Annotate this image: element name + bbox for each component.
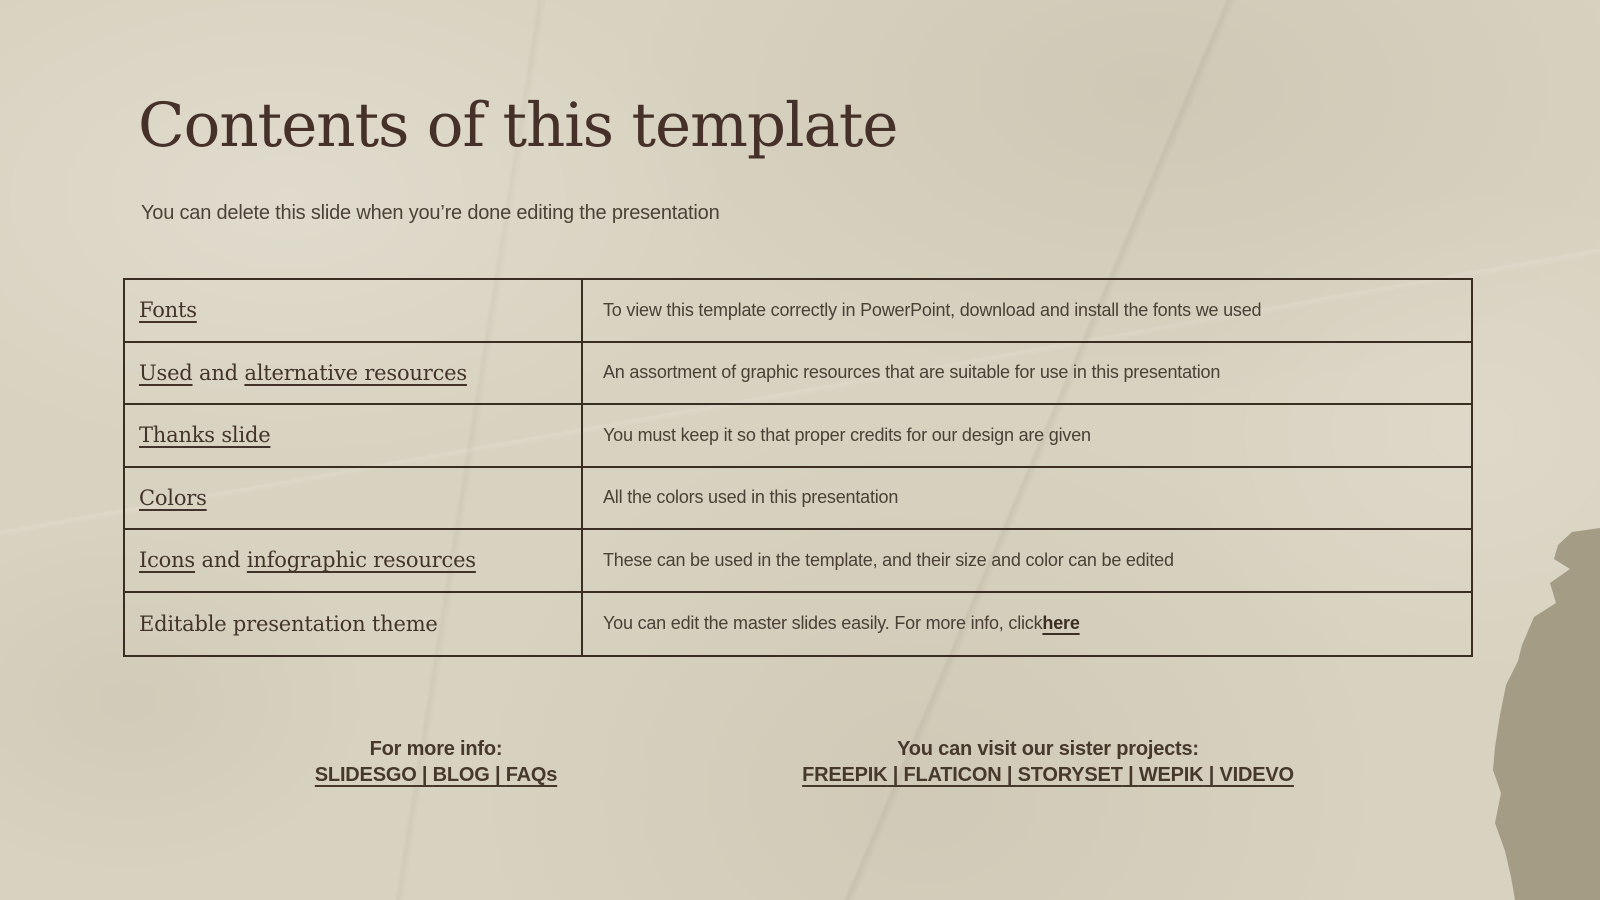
desc-text: All the colors used in this presentation — [603, 487, 899, 508]
plain-text: Editable presentation theme — [139, 611, 438, 636]
footer-more-info — [236, 736, 636, 788]
row-desc-resources — [583, 343, 1471, 404]
link-slidesgo[interactable]: SLIDESGO — [314, 764, 417, 786]
plain-text: and — [192, 360, 245, 385]
desc-text: An assortment of graphic resources that are suitable for use in this presentation — [603, 362, 1221, 383]
table-row-colors — [125, 468, 1471, 531]
link-infographic-resources[interactable]: infographic resources — [246, 548, 476, 573]
link-freepik[interactable]: FREEPIK — [802, 764, 888, 786]
separator: | — [1203, 764, 1220, 786]
link-wepik[interactable]: WEPIK — [1138, 764, 1204, 786]
link-icons[interactable]: Icons — [139, 548, 196, 573]
contents-table — [123, 278, 1473, 657]
footer-sister-label: You can visit our sister projects: — [897, 738, 1199, 760]
table-row-thanks — [125, 405, 1471, 468]
separator: | — [1001, 764, 1018, 786]
row-desc-theme — [583, 593, 1471, 656]
row-title-icons — [125, 530, 583, 591]
row-title-colors — [125, 468, 583, 529]
link-blog[interactable]: BLOG — [432, 764, 490, 786]
separator: | — [489, 764, 506, 786]
table-row-fonts — [125, 280, 1471, 343]
row-desc-colors — [583, 468, 1471, 529]
map-silhouette — [1488, 525, 1600, 900]
page-title: Contents of this template — [138, 90, 898, 161]
desc-text: To view this template correctly in PowerPoint, download and install the fonts we used — [603, 299, 1262, 320]
separator: | — [1122, 764, 1139, 786]
desc-text: You can edit the master slides easily. For more info, click — [603, 613, 1043, 634]
row-desc-icons — [583, 530, 1471, 591]
row-desc-fonts — [583, 280, 1471, 341]
plain-text: and — [195, 548, 247, 573]
link-used[interactable]: Used — [139, 360, 193, 385]
table-row-resources — [125, 343, 1471, 406]
link-here[interactable]: here — [1042, 613, 1080, 634]
link-faqs[interactable]: FAQs — [505, 764, 558, 786]
link-flaticon[interactable]: FLATICON — [903, 764, 1002, 786]
row-title-fonts — [125, 280, 583, 341]
desc-text: These can be used in the template, and their size and color can be edited — [603, 549, 1174, 570]
link-thanks-slide[interactable]: Thanks slide — [139, 423, 271, 448]
footer-info-label: For more info: — [369, 738, 503, 760]
footer-sister-projects — [798, 736, 1298, 788]
link-videvo[interactable]: VIDEVO — [1219, 764, 1294, 786]
link-alternative-resources[interactable]: alternative resources — [244, 360, 467, 385]
link-fonts[interactable]: Fonts — [139, 298, 197, 323]
row-desc-thanks — [583, 405, 1471, 466]
row-title-thanks — [125, 405, 583, 466]
row-title-theme — [125, 593, 583, 656]
table-row-theme — [125, 593, 1471, 656]
footer-sister-links — [798, 762, 1298, 788]
link-colors[interactable]: Colors — [139, 485, 207, 510]
row-title-resources — [125, 343, 583, 404]
separator: | — [887, 764, 904, 786]
table-row-icons — [125, 530, 1471, 593]
desc-text: You must keep it so that proper credits for our design are given — [603, 424, 1091, 445]
footer-info-links — [236, 762, 636, 788]
link-storyset[interactable]: STORYSET — [1017, 764, 1123, 786]
separator: | — [416, 764, 433, 786]
page-subtitle: You can delete this slide when you’re done editing the presentation — [141, 202, 720, 224]
